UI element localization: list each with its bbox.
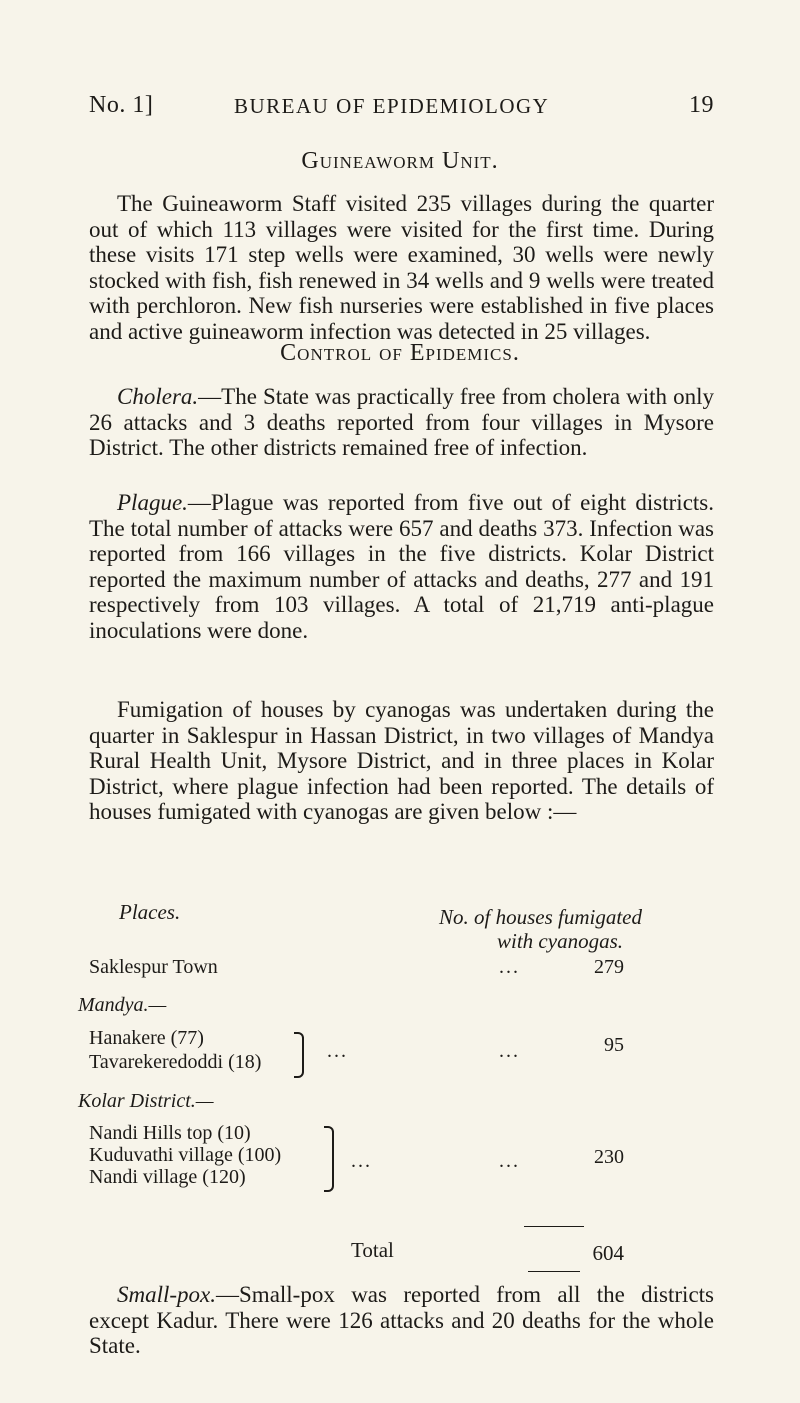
- total-label: Total: [351, 1238, 394, 1262]
- cholera-title: Cholera.: [117, 384, 199, 409]
- running-title: BUREAU OF EPIDEMIOLOGY: [234, 94, 550, 118]
- smallpox-title: Small-pox.: [117, 1282, 217, 1307]
- sum-rule-top: [524, 1226, 584, 1227]
- leader-dots: ...: [499, 1150, 520, 1172]
- cholera-paragraph: [89, 384, 714, 461]
- leader-dots: ...: [351, 1150, 372, 1172]
- running-head: [89, 92, 714, 128]
- value-mandya: 95: [604, 1034, 624, 1056]
- total-value: 604: [592, 1241, 624, 1265]
- smallpox-text: —Small-pox was reported from all the districts except Kadur. There were 126 attacks and 20 deaths for the whole State.: [89, 1282, 714, 1359]
- plague-title: Plague.: [117, 490, 188, 515]
- place-saklespur: Saklespur Town: [89, 956, 218, 978]
- column-header-places: Places.: [119, 900, 181, 924]
- fumigation-table: [78, 900, 714, 1210]
- place-nandi-village: Nandi village (120): [89, 1166, 246, 1188]
- column-header-houses: [439, 905, 642, 953]
- column-header-houses-line1: No. of houses fumigated: [439, 905, 642, 929]
- brace-mandya: [294, 1032, 304, 1078]
- brace-kolar: [324, 1126, 334, 1192]
- section-heading-guineaworm: Guineaworm Unit.: [301, 148, 499, 174]
- value-kolar: 230: [594, 1146, 624, 1168]
- district-mandya: Mandya.—: [78, 994, 167, 1016]
- leader-dots: ...: [499, 956, 520, 978]
- plague-paragraph: [89, 490, 714, 644]
- issue-number: No. 1]: [89, 92, 154, 118]
- district-kolar: Kolar District.—: [78, 1090, 214, 1112]
- place-nandi-hills: Nandi Hills top (10): [89, 1122, 251, 1144]
- page-number: 19: [689, 92, 714, 118]
- place-tavarekeredoddi: Tavarekeredoddi (18): [89, 1051, 262, 1073]
- place-hanakere: Hanakere (77): [89, 1027, 204, 1049]
- guineaworm-text: The Guineaworm Staff visited 235 villages during the quarter out of which 113 villages were visited for the first time. During these visits 171 step wells were examined, 30 wells were newly stocked with fish, fish renewed in 34 wells and 9 wells were treated with perchloron. New fish nurseries were established in five places and active guineaworm infection was detected in 25 villages.: [89, 191, 714, 344]
- place-kuduvathi: Kuduvathi village (100): [89, 1144, 282, 1166]
- cholera-text: —The State was practically free from cholera with only 26 attacks and 3 deaths reported from four villages in Mysore District. The other districts remained free of infection.: [89, 384, 714, 461]
- fumigation-text: Fumigation of houses by cyanogas was undertaken during the quarter in Saklespur in Hassan District, in two villages of Mandya Rural Health Unit, Mysore District, and in three places in Kolar District, where plague infection had been reported. The details of houses fumigated with cyanogas are given below :—: [89, 697, 714, 825]
- fumigation-paragraph: [89, 697, 714, 825]
- leader-dots: ...: [327, 1040, 348, 1062]
- section-heading-epidemics: Control of Epidemics.: [280, 340, 520, 366]
- value-saklespur: 279: [594, 956, 624, 978]
- leader-dots: ...: [499, 1040, 520, 1062]
- guineaworm-paragraph: [89, 191, 714, 345]
- sum-rule-bottom: [528, 1271, 580, 1272]
- column-header-houses-line2: with cyanogas.: [497, 929, 623, 953]
- smallpox-paragraph: [89, 1282, 714, 1359]
- plague-text: —Plague was reported from five out of eight districts. The total number of attacks were 657 and deaths 373. Infection was reported from 166 villages in the five districts. Kolar District reported the maximum number of attacks and deaths, 277 and 191 respectively from 103 villages. A total of 21,719 anti-plague inoculations were done.: [89, 490, 714, 643]
